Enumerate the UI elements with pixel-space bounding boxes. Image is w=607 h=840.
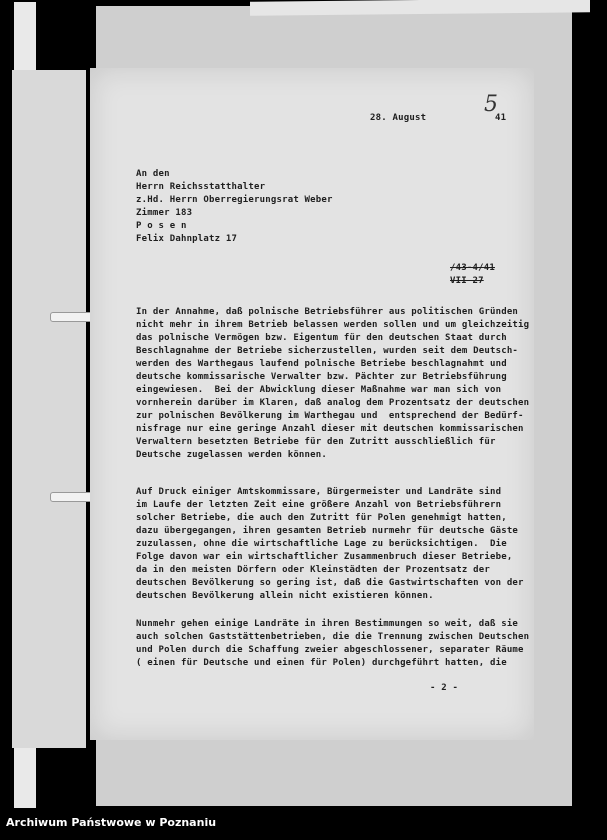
paragraph-2: Auf Druck einiger Amtskommissare, Bürgermeister und Landräte sind im Laufe der letzten Zeit eine größere Anzahl von Betriebsführern solcher Betriebe, die auch den Zutritt für Polen genehmigt hatten, dazu übergegangen, ihren gesamten Betrieb nurmehr für deutsche Gäste zuzulassen, ohne die wirtschaftliche Lage zu berücksichtigen. Die Folge davon war ein wirtschaftlicher Zusammenbruch dieser Betriebe, da in den meisten Dörfern oder Kleinstädten der Prozentsatz der deutschen Bevölkerung so gering ist, daß die Gastwirtschaften von der deutschen Bevölkerung allein nicht existieren können. xyxy=(136,487,524,601)
page-number: 41 xyxy=(495,113,507,123)
left-page-edge xyxy=(12,70,86,748)
letter-date: 28. August xyxy=(370,113,427,123)
reference-number: /43-4/41 VII 27 xyxy=(450,263,495,286)
archive-label: Archiwum Państwowe w Poznaniu xyxy=(6,816,217,829)
handwritten-mark: 5 xyxy=(484,92,498,117)
paragraph-1: In der Annahme, daß polnische Betriebsführer aus politischen Gründen nicht mehr in ihrem Betrieb belassen werden sollen und um gleichzeitig das polnische Vermögen bzw. Eigentum für den deutschen Staat durch Beschlagnahme der Betriebe sicherzustellen, wurden seit dem Deutsch- werden des Warthegaus laufend polnische Betriebe beschlagnahmt und deutsche kommissarische Verwalter bzw. Pächter zur Betriebsführung eingewiesen. Bei der Abwicklung dieser Maßnahme war man sich von vornherein darüber im Klaren, daß analog dem Prozentsatz der deutschen zur polnischen Bevölkerung im Warthegau und entsprechend der Bedürf- nisfrage nur eine geringe Anzahl dieser mit deutschen kommissarischen Verwaltern besetzten Betriebe für den Zutritt ausschließlich für Deutsche zugelassen werden können. xyxy=(136,307,530,460)
paragraph-3: Nunmehr gehen einige Landräte in ihren Bestimmungen so weit, daß sie auch solchen Gaststättenbetrieben, die die Trennung zwischen Deutschen und Polen durch die Schaffung zweier abgeschlossener, separater Räume ( einen für Deutsche und einen für Polen) durchgeführt hatten, die xyxy=(136,619,530,668)
continuation-marker: - 2 - xyxy=(430,683,459,693)
recipient-address: An den Herrn Reichsstatthalter z.Hd. Herrn Oberregierungsrat Weber Zimmer 183 P o s e n Felix Dahnplatz 17 xyxy=(136,169,333,244)
